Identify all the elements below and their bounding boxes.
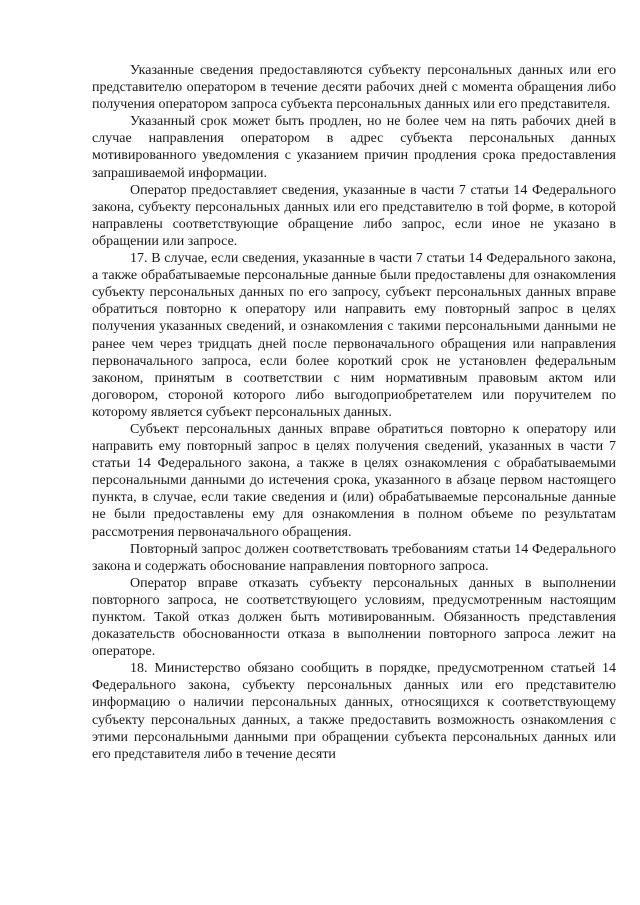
paragraph-deadline-extension: Указанный срок может быть продлен, но не более чем на пять рабочих дней в случае направления оператором в адрес субъекта персональных данных мотивированного уведомления с указанием причин продления срока предоставления запрашиваемой информации. xyxy=(92,114,616,181)
paragraph-repeat-request-requirements: Повторный запрос должен соответствовать требованиям статьи 14 Федерального закона и содержать обоснование направления повторного запроса. xyxy=(92,541,616,574)
paragraph-information-form: Оператор предоставляет сведения, указанные в части 7 статьи 14 Федерального закона, субъекту персональных данных или его представителю в той форме, в которой направлены соответствующие обращение либо запрос, если иное не указано в обращении или запросе. xyxy=(92,182,616,249)
paragraph-refusal: Оператор вправе отказать субъекту персональных данных в выполнении повторного запроса, не соответствующего условиям, предусмотренным настоящим пунктом. Такой отказ должен быть мотивированным. Обязанность представления доказательств обоснованности отказа в выполнении повторного запроса лежит на операторе. xyxy=(92,575,616,660)
paragraph-item-17: 17. В случае, если сведения, указанные в части 7 статьи 14 Федерального закона, а также обрабатываемые персональные данные были предоставлены для ознакомления субъекту персональных данных по его запросу, субъект персональных данных вправе обратиться повторно к оператору или направить ему повторный запрос в целях получения указанных сведений, и ознакомления с такими персональными данными не ранее чем через тридцать дней после первоначального обращения или направления первоначального запроса, если более короткий срок не установлен федеральным законом, принятым в соответствии с ним нормативным правовым актом или договором, стороной которого либо выгодоприобретателем или поручителем по которому является субъект персональных данных. xyxy=(92,251,616,420)
paragraph-item-18: 18. Министерство обязано сообщить в порядке, предусмотренном статьей 14 Федерального закона, субъекту персональных данных или его представителю информацию о наличии персональных данных, относящихся к соответствующему субъекту персональных данных, а также предоставить возможность ознакомления с этими персональными данными при обращении субъекта персональных данных или его представителя либо в течение десяти xyxy=(92,661,616,762)
paragraph-repeat-request-early: Субъект персональных данных вправе обратиться повторно к оператору или направить ему повторный запрос в целях получения сведений, указанных в части 7 статьи 14 Федерального закона, а также в целях ознакомления с обрабатываемыми персональными данными до истечения срока, указанного в абзаце первом настоящего пункта, в случае, если такие сведения и (или) обрабатываемые персональные данные не были предоставлены ему для ознакомления в полном объеме по результатам рассмотрения первоначального обращения. xyxy=(92,421,616,540)
paragraph-response-deadline: Указанные сведения предоставляются субъекту персональных данных или его представителю оператором в течение десяти рабочих дней с момента обращения либо получения оператором запроса субъекта персональных данных или его представителя. xyxy=(92,63,616,113)
